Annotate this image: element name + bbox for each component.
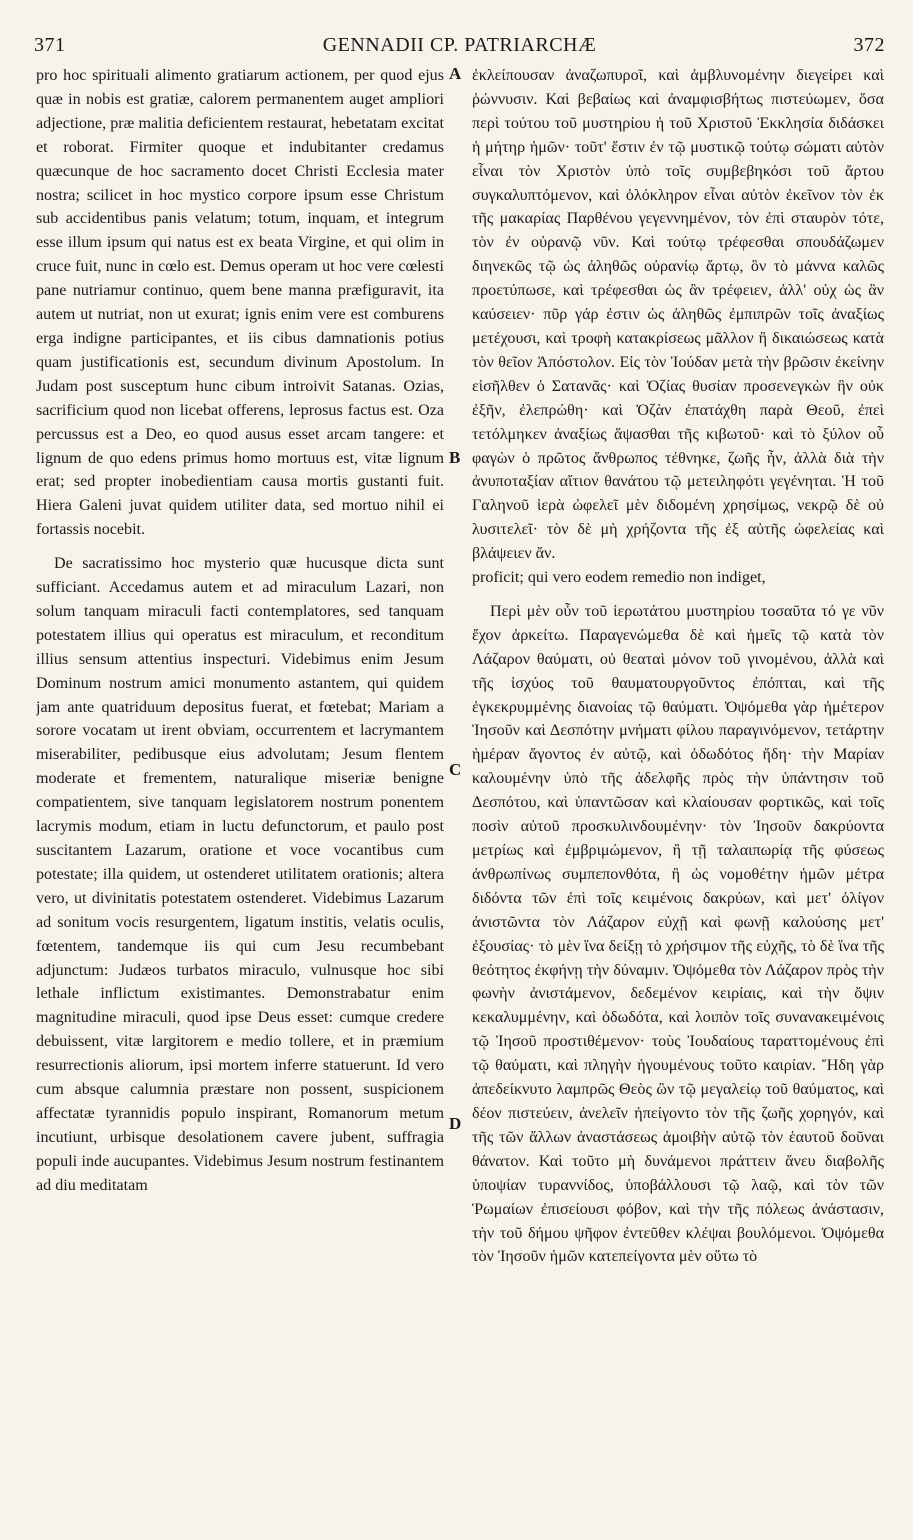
greek-paragraph-2: Περὶ μὲν οὖν τοῦ ἱερωτάτου μυστηρίου τοσαῦτα τό γε νῦν ἔχον ἀρκείτω. Παραγενώμεθα δὲ καὶ ἡμεῖς τῷ κατὰ τὸν Λάζαρον θαύματι, οὐ θεαταὶ μόνον τοῦ γινομένου, ἀλλὰ καὶ τῆς ἰσχύος τοῦ θαυματουργοῦντος ἐπόπται, καὶ τῆς ἐγκεκρυμμένης διανοίας τῷ θαύματι. Ὀψόμεθα γὰρ ἡμέτερον Ἰησοῦν καὶ Δεσπότην μνήματι φίλου παραγινόμενον, τετάρτην ἡμέραν ἄγοντος ἐν αὐτῷ, καὶ ὀδωδότος ἤδη· τὴν Μαρίαν καλουμένην ὑπὸ τῆς ἀδελφῆς πρὸς τὴν ὑπάντησιν τοῦ Δεσπότου, καὶ ὑπαντῶσαν καὶ κλαίουσαν φορτικῶς, καὶ τοῖς ποσὶν αὐτοῦ προσκυλινδουμένην· τὸν Ἰησοῦν δακρύοντα μετρίως καὶ ἐμβριμώμενον, ἢ τῇ ταλαιπωρίᾳ τῆς φύσεως ἀνθρωπίνως συμπεπονθότα, ἢ ὡς νομοθέτην ἡμῶν μέτρα διδόντα τῶν ἐπὶ τοῖς κειμένοις δακρύων, καὶ μετ' ὀλίγον ἀνιστῶντα τὸν Λάζαρον εὐχῇ καὶ φωνῇ καλούσης μετ' ἐξουσίας· τὸ μὲν ἵνα δείξῃ τὸ χρήσιμον τῆς εὐχῆς, τὸ δὲ ἵνα τῆς θεότητος ἐκφήνῃ τὴν δύναμιν. Ὀψόμεθα τὸν Λάζαρον πρὸς τὴν φωνὴν ἀνιστάμενον, δεδεμένον κειρίαις, καὶ τὴν ὄψιν κεκαλυμμένην, καὶ ὀδωδότα, καὶ λοιπὸν τοῖς συνανακειμένοις τῷ Ἰησοῦ προστιθέμενον· τοὺς Ἰουδαίους ταραττομένους ἐπὶ τῷ θαύματι, καὶ πληγὴν ἡγουμένους τοῦτο καιρίαν. Ἤδη γὰρ ἀπεδείκνυτο λαμπρῶς Θεὸς ὢν τῷ μεγαλείῳ τοῦ θαύματος, καὶ δέον πιστεύειν, ἀνελεῖν ἠπείγοντο τὸν τῆς ζωῆς χορηγόν, καὶ τῆς τῶν ἄλλων ἀναστάσεως ἀμοιβὴν αὐτῷ τὸν ἑαυτοῦ δοῦναι θάνατον. Καὶ τοῦτο μὴ δυνάμενοι πράττειν ἄνευ διαβολῆς ὑποψίαν τυραννίδος, ὑποβάλλουσι τῷ λαῷ, καὶ τὸν τῶν Ῥωμαίων ἐπισείουσι φόβον, καὶ τὴν τῆς πόλεως ἀνάστασιν, τὴν τοῦ δήμου ψῆφον ἐντεῦθεν κλέψαι βουλόμενοι. Ὀψόμεθα τὸν Ἰησοῦν ἡμῶν κατεπείγοντα μὲν οὕτω τὸ [472, 602, 884, 1266]
margin-marker-d: D [449, 1114, 462, 1133]
page-number-left: 371 [34, 34, 66, 56]
page-header [34, 34, 885, 62]
margin-marker-a: A [449, 64, 462, 83]
greek-paragraph-1: ἐκλείπουσαν ἀναζωπυροῖ, καὶ ἀμβλυνομένην διεγείρει καὶ ῥώννυσιν. Καὶ βεβαίως καὶ ἀναμφισβήτως πιστεύωμεν, ὅσα περὶ τούτου τοῦ μυστηρίου ἡ τοῦ Χριστοῦ Ἐκκλησία διδάσκει ἡ μήτηρ ἡμῶν· τοῦτ' ἔστιν ἐν τῷ μυστικῷ τούτῳ σώματι αὐτὸν εἶναι τὸν Χριστὸν ὑπὸ τοῖς συμβεβηκόσι τοῦ ἄρτου συγκαλυπτόμενον, καὶ ὁλόκληρον εἶναι αὐτὸν ἐκεῖνον τὸν ἐκ τῆς μακαρίας Παρθένου γεγεννημένον, τὸν ἐπὶ σταυρὸν τότε, τὸν ἐν οὐρανῷ νῦν. Καὶ τούτῳ τρέφεσθαι σπουδάζωμεν διηνεκῶς τῷ ὡς ἀληθῶς οὐρανίῳ ἄρτῳ, ὃν τὸ μάννα καλῶς προετύπωσε, καὶ τρέφεσθαι ὡς ἂν τρέφειεν, ἀλλ' οὐχ ὡς ἂν καύσειεν· πῦρ γάρ ἐστιν ὡς ἀληθῶς ἐμπιπρῶν τοῖς ἀναξίως μετέχουσι, καὶ τροφὴ κατακρίσεως μᾶλλον ἢ δικαιώσεως κατὰ τὸν θεῖον Ἀπόστολον. Εἰς τὸν Ἰούδαν μετὰ τὴν βρῶσιν ἐκείνην εἰσῆλθεν ὁ Σατανᾶς· καὶ Ὀζίας θυσίαν προσενεγκὼν ἣν οὐκ ἐξῆν, ἐλεπρώθη· καὶ Ὀζὰν ἐπατάχθη παρὰ Θεοῦ, ἐπεὶ τετόλμηκεν ἀναξίως ἅψασθαι τῆς κιβωτοῦ· καὶ τὸ ξύλον οὗ φαγὼν ὁ πρῶτος ἄνθρωπος τέθνηκε, ζωῆς ἦν, ἀλλὰ διὰ τὴν ἀνυποταξίαν αἴτιον θανάτου τῷ μετειληφότι γεγένηται. Ἡ τοῦ Γαληνοῦ ἱερὰ ὠφελεῖ μὲν διδομένη χρησίμως, νεκρῷ δὲ οὐ λυσιτελεῖ· τὸν δὲ μὴ χρήζοντα τῆς ἐξ αὐτῆς ὠφελείας καὶ βλάψειεν ἄν. [472, 67, 884, 563]
latin-paragraph-1: pro hoc spirituali alimento gratiarum actionem, per quod ejus quæ in nobis est gratiæ, calorem permanentem auget ampliori adjectione, præ malitia deficientem restaurat, hebetatam excitat et roborat. Firmiter quoque et indubitanter credamus quæcunque de hoc sacramento docet Christi Ecclesia mater nostra; scilicet in hoc mystico corpore ipsum esse Christum sub accidentibus panis velatum; totum, inquam, et integrum esse illum ipsum qui natus est ex beata Virgine, et qui olim in cruce fuit, nunc in cœlo est. Demus operam ut hoc vere cœlesti pane nutriamur continuo, quem bene manna præfiguravit, ita autem ut nutriat, non ut exurat; ignis enim vere est comburens erga indigne participantes, et iis cibus damnationis potius quam justificationis est, secundum divinum Apostolum. In Judam post susceptum hunc cibum introivit Satanas. Ozias, sacrificium quod non licebat offerens, leprosus factus est. Oza percussus est a Deo, eo quod ausus esset arcam tangere: et lignum de quo edens primus homo mortuus est, vitæ lignum erat; sed propter inobedientiam causa mortis gustanti fuit. Hiera Galeni juvat quidem utiliter data, sed mortuo nihil ei fortassis nocebit. [36, 67, 444, 539]
page-number-right: 372 [853, 34, 885, 56]
latin-column [36, 64, 444, 1198]
margin-marker-b: B [449, 448, 461, 467]
latin-continuation: proficit; qui vero eodem remedio non indiget, [472, 569, 766, 587]
running-title: GENNADII CP. PATRIARCHÆ [322, 34, 597, 56]
latin-paragraph-2: De sacratissimo hoc mysterio quæ hucusque dicta sunt sufficiant. Accedamus autem et ad miraculum Lazari, non solum tanquam miraculi facti contemplatores, sed tanquam potestatem illius qui operatus est miraculum, et reconditum illius sensum attentius inspecturi. Videbimus enim Jesum Dominum nostrum amici monumento astantem, qui quidem jam ante quatriduum depositus fuerat, et fœtebat; Mariam a sorore vocatam ut irent obviam, occurrentem et lacrymantem miserabiliter, pedibusque eius advolutam; Jesum flentem moderate et frementem, naturalique miseriæ benigne compatientem, sive tanquam legislatorem nostrum ponentem lacrymis modum, etiam in luctu defunctorum, et paulo post suscitantem Lazarum, oratione et voce vocantibus cum potestate; illa quidem, ut ostenderet utilitatem orationis; altera vero, ut divinitatis potestatem ostenderet. Videbimus Lazarum ad sonitum vocis resurgentem, ligatum institis, velatis oculis, fœtentem, tandemque iis qui cum Jesu recumbebant adjunctum: Judæos turbatos miraculo, vulnusque hoc sibi lethale inflictum existimantes. Demonstrabatur enim magnitudine miraculi, quod ipse Deus esset: cumque credere debuissent, vitæ largitorem e medio tollere, et in præmium resurrectionis aliorum, ipsi mortem inferre statuerunt. Id vero cum absque calumnia præstare non possent, suspicionem affectatæ tyrannidis populo inspirant, Romanorum metum incutiunt, urbisque desolationem cavere jubent, suffragia populi inde aucupantes. Videbimus Jesum nostrum festinantem ad diu meditatam [36, 555, 444, 1194]
greek-column [472, 64, 884, 1269]
margin-marker-c: C [449, 760, 462, 779]
